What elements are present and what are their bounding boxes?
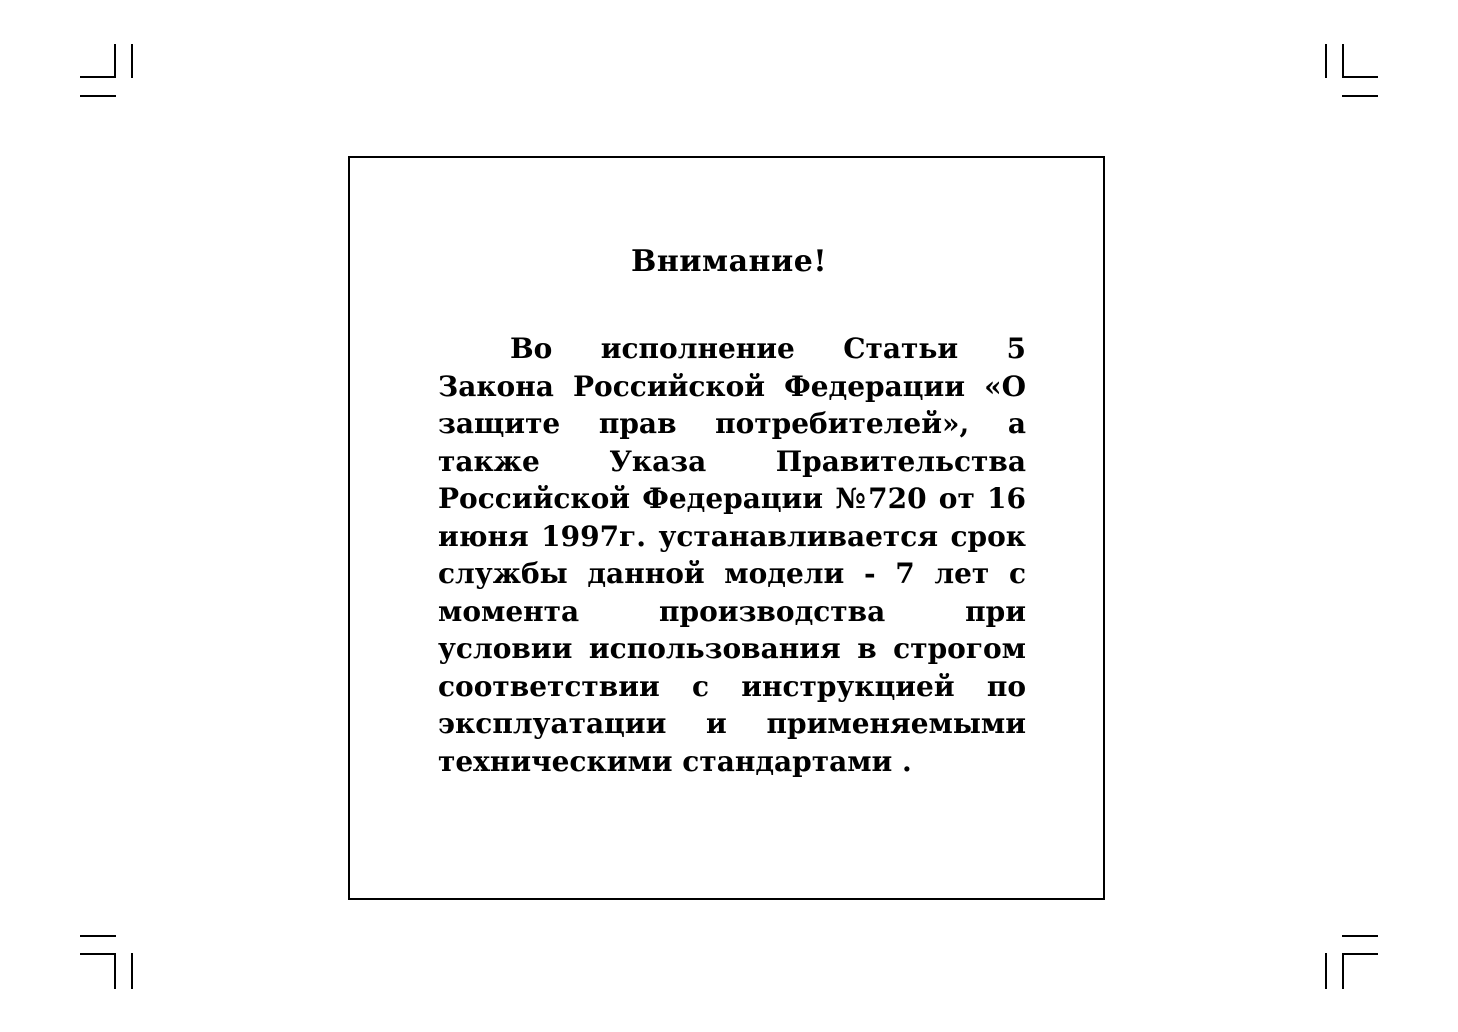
crop-mark-bottom-right-horizontal (1342, 935, 1378, 937)
notice-body-text: Во исполнение Статьи 5 Закона Российской Федерации «О защите прав потребителей», а также Указа Правительства Российской Федерации №720 от 16 июня 1997г. устанавливается срок службы данной модели - 7 лет с момента производства при условии использования в строгом соответствии с инструкцией по эксплуатации и применяемыми техническими стандартами . (438, 332, 1026, 778)
crop-mark-top-left-horizontal (80, 95, 116, 97)
crop-mark-bottom-right-horizontal-short (1342, 953, 1378, 955)
crop-mark-top-right-horizontal (1342, 95, 1378, 97)
notice-title: Внимание! (630, 244, 828, 279)
crop-mark-top-left-horizontal-short (80, 76, 116, 78)
crop-mark-bottom-left-vertical-outer (131, 953, 133, 989)
crop-mark-bottom-left-horizontal-short (80, 953, 116, 955)
crop-mark-top-right-horizontal-short (1342, 76, 1378, 78)
crop-mark-top-right-vertical-inner (1342, 44, 1344, 78)
crop-mark-bottom-right-vertical-inner (1342, 953, 1344, 989)
crop-mark-bottom-left-vertical-inner (114, 953, 116, 989)
crop-mark-bottom-left-horizontal (80, 935, 116, 937)
crop-mark-bottom-right-vertical-outer (1325, 953, 1327, 989)
crop-mark-top-right-vertical-outer (1325, 44, 1327, 78)
crop-mark-top-left-vertical-inner (114, 44, 116, 78)
crop-mark-top-left-vertical-outer (131, 44, 133, 78)
